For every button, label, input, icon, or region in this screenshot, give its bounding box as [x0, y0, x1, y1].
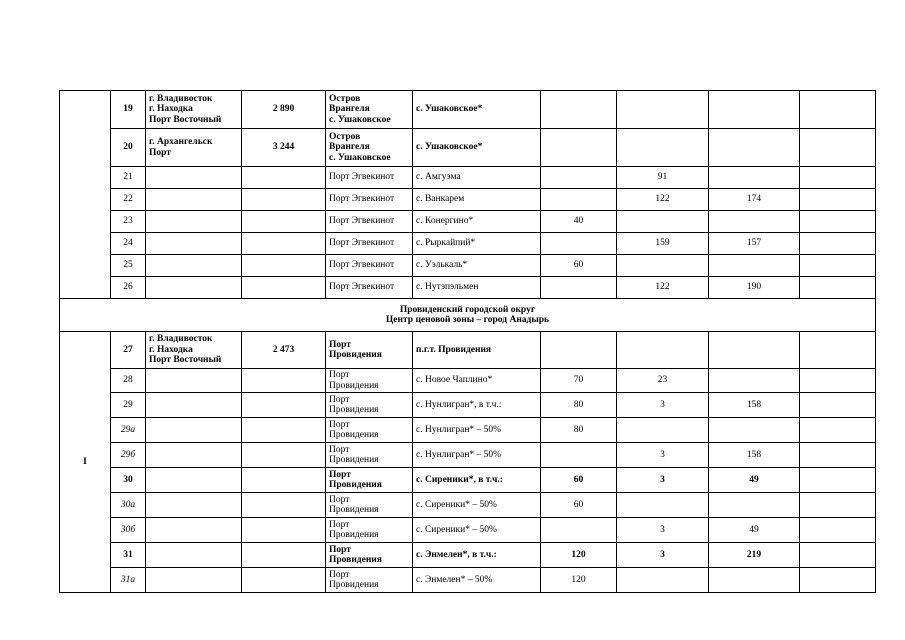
distance-cell — [242, 189, 326, 211]
row-number: 25 — [111, 255, 146, 277]
value-cell-1 — [541, 332, 617, 369]
row-number: 26 — [111, 277, 146, 299]
value-cell-4 — [800, 277, 876, 299]
row-number: 19 — [111, 91, 146, 129]
destination-cell: с. Новое Чаплино* — [413, 369, 541, 393]
value-cell-3: 174 — [709, 189, 800, 211]
port-cell: Порт Эгвекинот — [326, 277, 413, 299]
value-cell-1: 60 — [541, 255, 617, 277]
destination-cell: с. Рыркайпий* — [413, 233, 541, 255]
section-header-row — [60, 299, 876, 332]
section-header-line2: Центр ценовой зоны – город Анадырь — [385, 315, 550, 325]
table-row — [60, 211, 876, 233]
value-cell-3 — [709, 91, 800, 129]
value-cell-1 — [541, 189, 617, 211]
destination-cell: с. Ванкарем — [413, 189, 541, 211]
value-cell-1: 40 — [541, 211, 617, 233]
destination-cell: с. Сиреники* – 50% — [413, 518, 541, 543]
distance-cell — [242, 568, 326, 593]
value-cell-4 — [800, 129, 876, 167]
value-cell-4 — [800, 233, 876, 255]
row-number: 27 — [111, 332, 146, 369]
value-cell-2 — [617, 568, 709, 593]
destination-cell: с. Нутэпэльмен — [413, 277, 541, 299]
destination-cell: с. Сиреники*, в т.ч.: — [413, 468, 541, 493]
distance-cell — [242, 167, 326, 189]
table-row — [60, 468, 876, 493]
value-cell-2: 3 — [617, 468, 709, 493]
value-cell-1 — [541, 443, 617, 468]
port-cell: Порт Эгвекинот — [326, 233, 413, 255]
value-cell-3 — [709, 211, 800, 233]
table-row — [60, 189, 876, 211]
origin-cell — [146, 543, 242, 568]
value-cell-3 — [709, 332, 800, 369]
value-cell-2: 159 — [617, 233, 709, 255]
destination-cell: с. Энмелен*, в т.ч.: — [413, 543, 541, 568]
value-cell-3 — [709, 369, 800, 393]
value-cell-2: 91 — [617, 167, 709, 189]
value-cell-1: 60 — [541, 468, 617, 493]
distance-cell — [242, 468, 326, 493]
value-cell-2: 3 — [617, 518, 709, 543]
value-cell-2 — [617, 255, 709, 277]
distance-cell — [242, 255, 326, 277]
port-cell: Порт Провидения — [326, 443, 413, 468]
row-number: 22 — [111, 189, 146, 211]
table-row — [60, 255, 876, 277]
table-row — [60, 167, 876, 189]
value-cell-1 — [541, 277, 617, 299]
destination-cell: с. Нунлигран* – 50% — [413, 443, 541, 468]
port-cell: Порт Провидения — [326, 418, 413, 443]
value-cell-4 — [800, 211, 876, 233]
distance-cell — [242, 369, 326, 393]
value-cell-4 — [800, 255, 876, 277]
value-cell-4 — [800, 493, 876, 518]
origin-cell — [146, 418, 242, 443]
origin-cell — [146, 518, 242, 543]
distance-cell: 3 244 — [242, 129, 326, 167]
value-cell-4 — [800, 189, 876, 211]
value-cell-1 — [541, 233, 617, 255]
row-number: 31 — [111, 543, 146, 568]
value-cell-3 — [709, 493, 800, 518]
row-number: 29 — [111, 393, 146, 418]
distance-cell — [242, 443, 326, 468]
distance-cell — [242, 393, 326, 418]
distance-cell: 2 473 — [242, 332, 326, 369]
value-cell-3: 158 — [709, 393, 800, 418]
value-cell-4 — [800, 543, 876, 568]
table-row — [60, 518, 876, 543]
port-cell: Порт Провидения — [326, 332, 413, 369]
distance-cell — [242, 277, 326, 299]
origin-cell — [146, 493, 242, 518]
section-header — [60, 299, 876, 332]
value-cell-3 — [709, 255, 800, 277]
table-row — [60, 129, 876, 167]
table-body — [60, 91, 876, 593]
row-number: 23 — [111, 211, 146, 233]
row-number: 31а — [111, 568, 146, 593]
table-row — [60, 332, 876, 369]
table-row — [60, 393, 876, 418]
value-cell-4 — [800, 468, 876, 493]
table-row — [60, 91, 876, 129]
value-cell-2 — [617, 418, 709, 443]
port-cell: Порт Провидения — [326, 468, 413, 493]
value-cell-1 — [541, 518, 617, 543]
destination-cell: с. Нунлигран*, в т.ч.: — [413, 393, 541, 418]
value-cell-1: 120 — [541, 568, 617, 593]
value-cell-4 — [800, 518, 876, 543]
table-row — [60, 443, 876, 468]
row-number: 30а — [111, 493, 146, 518]
origin-cell — [146, 189, 242, 211]
port-cell: Порт Эгвекинот — [326, 189, 413, 211]
port-cell: Порт Эгвекинот — [326, 167, 413, 189]
port-cell: Порт Эгвекинот — [326, 255, 413, 277]
value-cell-2: 23 — [617, 369, 709, 393]
origin-cell — [146, 211, 242, 233]
port-cell: Остров Врангеля с. Ушаковское — [326, 91, 413, 129]
destination-cell: с. Уэлькаль* — [413, 255, 541, 277]
origin-cell — [146, 468, 242, 493]
value-cell-2 — [617, 493, 709, 518]
port-cell: Порт Провидения — [326, 518, 413, 543]
value-cell-3: 49 — [709, 518, 800, 543]
distance-cell — [242, 211, 326, 233]
row-number: 29а — [111, 418, 146, 443]
row-number: 29б — [111, 443, 146, 468]
value-cell-1 — [541, 129, 617, 167]
value-cell-2: 122 — [617, 277, 709, 299]
value-cell-4 — [800, 393, 876, 418]
distance-cell — [242, 543, 326, 568]
table-row — [60, 418, 876, 443]
table-row — [60, 493, 876, 518]
table-row — [60, 369, 876, 393]
port-cell: Порт Эгвекинот — [326, 211, 413, 233]
tariff-table — [59, 90, 876, 593]
destination-cell: с. Сиреники* – 50% — [413, 493, 541, 518]
destination-cell: п.г.т. Провидения — [413, 332, 541, 369]
value-cell-4 — [800, 167, 876, 189]
port-cell: Порт Провидения — [326, 568, 413, 593]
value-cell-2 — [617, 332, 709, 369]
destination-cell: с. Конергино* — [413, 211, 541, 233]
port-cell: Порт Провидения — [326, 369, 413, 393]
table-row — [60, 233, 876, 255]
distance-cell — [242, 518, 326, 543]
value-cell-3: 49 — [709, 468, 800, 493]
row-number: 30б — [111, 518, 146, 543]
value-cell-1: 120 — [541, 543, 617, 568]
origin-cell — [146, 568, 242, 593]
zone-cell: I — [60, 332, 111, 593]
zone-cell — [60, 91, 111, 299]
value-cell-2: 3 — [617, 443, 709, 468]
value-cell-3 — [709, 167, 800, 189]
table-row — [60, 568, 876, 593]
value-cell-2 — [617, 211, 709, 233]
origin-cell — [146, 369, 242, 393]
origin-cell — [146, 393, 242, 418]
port-cell: Остров Врангеля с. Ушаковское — [326, 129, 413, 167]
origin-cell: г. Архангельск Порт — [146, 129, 242, 167]
value-cell-1 — [541, 91, 617, 129]
destination-cell: с. Нунлигран* – 50% — [413, 418, 541, 443]
row-number: 20 — [111, 129, 146, 167]
value-cell-2 — [617, 91, 709, 129]
origin-cell: г. Владивосток г. Находка Порт Восточный — [146, 91, 242, 129]
value-cell-1: 60 — [541, 493, 617, 518]
origin-cell — [146, 277, 242, 299]
port-cell: Порт Провидения — [326, 493, 413, 518]
port-cell: Порт Провидения — [326, 543, 413, 568]
value-cell-4 — [800, 443, 876, 468]
origin-cell — [146, 233, 242, 255]
value-cell-4 — [800, 418, 876, 443]
origin-cell — [146, 167, 242, 189]
value-cell-2: 3 — [617, 393, 709, 418]
distance-cell — [242, 233, 326, 255]
value-cell-2 — [617, 129, 709, 167]
destination-cell: с. Амгуэма — [413, 167, 541, 189]
value-cell-3: 219 — [709, 543, 800, 568]
value-cell-4 — [800, 332, 876, 369]
origin-cell: г. Владивосток г. Находка Порт Восточный — [146, 332, 242, 369]
destination-cell: с. Ушаковское* — [413, 91, 541, 129]
destination-cell: с. Ушаковское* — [413, 129, 541, 167]
distance-cell — [242, 418, 326, 443]
value-cell-3 — [709, 568, 800, 593]
value-cell-3: 157 — [709, 233, 800, 255]
value-cell-1 — [541, 167, 617, 189]
distance-cell — [242, 493, 326, 518]
row-number: 28 — [111, 369, 146, 393]
value-cell-3: 158 — [709, 443, 800, 468]
value-cell-2: 122 — [617, 189, 709, 211]
row-number: 30 — [111, 468, 146, 493]
value-cell-3: 190 — [709, 277, 800, 299]
value-cell-4 — [800, 91, 876, 129]
value-cell-1: 80 — [541, 393, 617, 418]
table-row — [60, 277, 876, 299]
value-cell-3 — [709, 418, 800, 443]
distance-cell: 2 890 — [242, 91, 326, 129]
port-cell: Порт Провидения — [326, 393, 413, 418]
row-number: 21 — [111, 167, 146, 189]
origin-cell — [146, 443, 242, 468]
value-cell-2: 3 — [617, 543, 709, 568]
row-number: 24 — [111, 233, 146, 255]
table-row — [60, 543, 876, 568]
destination-cell: с. Энмелен* – 50% — [413, 568, 541, 593]
value-cell-4 — [800, 568, 876, 593]
value-cell-1: 70 — [541, 369, 617, 393]
value-cell-4 — [800, 369, 876, 393]
origin-cell — [146, 255, 242, 277]
value-cell-1: 80 — [541, 418, 617, 443]
section-header-line1: Провиденский городской округ — [399, 304, 536, 315]
value-cell-3 — [709, 129, 800, 167]
